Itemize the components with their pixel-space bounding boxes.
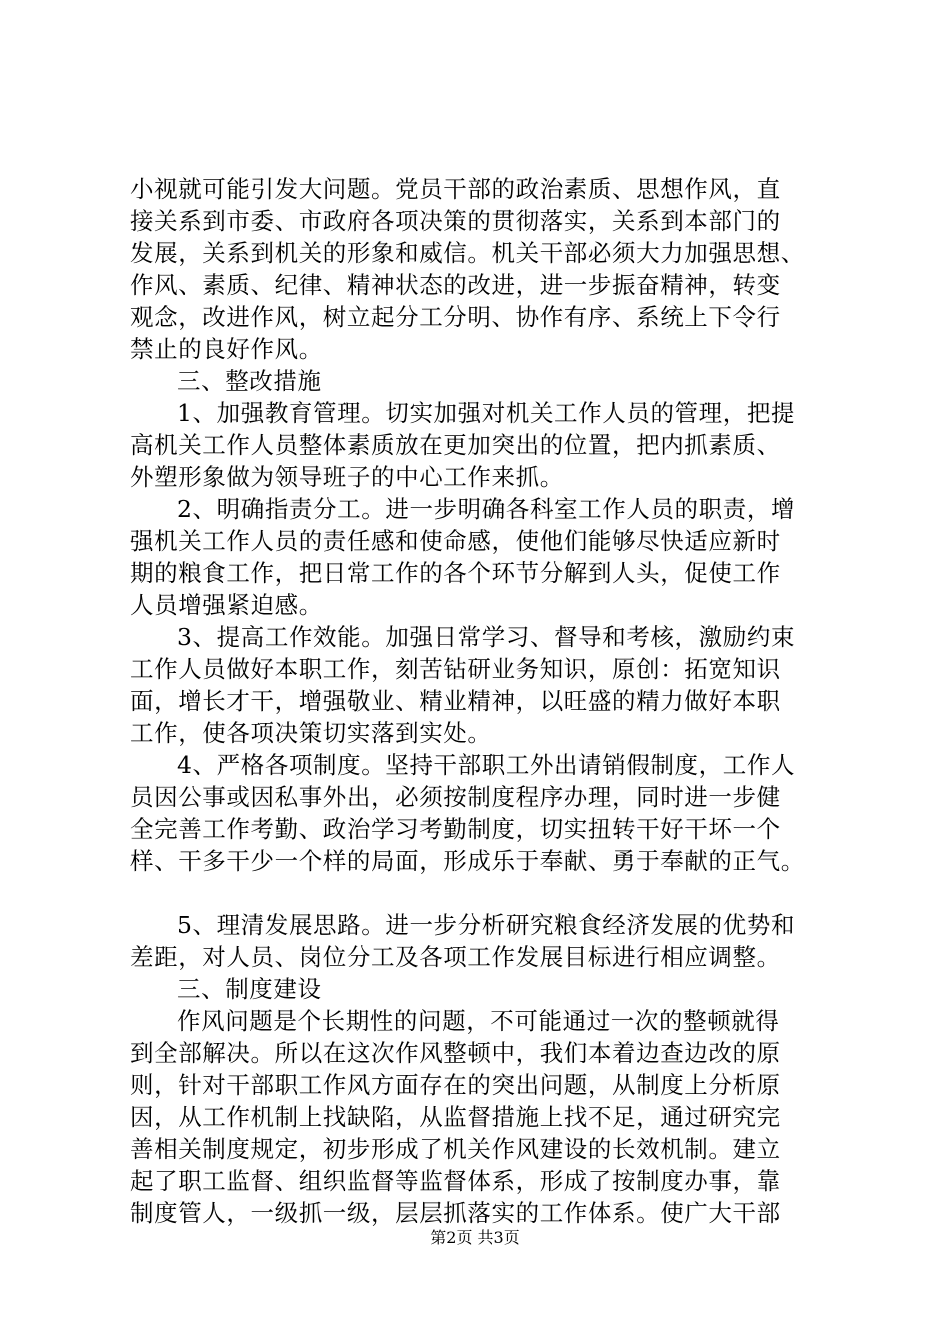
text-line: 人员增强紧迫感。 [130, 591, 323, 619]
page-number-footer: 第2页 共3页 [430, 1228, 520, 1247]
text-line: 工作人员做好本职工作，刻苦钻研业务知识，原创：拓宽知识 [130, 655, 781, 683]
section-heading: 三、整改措施 [177, 367, 322, 395]
text-line: 强机关工作人员的责任感和使命感，使他们能够尽快适应新时 [130, 527, 781, 555]
text-line: 期的粮食工作，把日常工作的各个环节分解到人头，促使工作 [130, 559, 781, 587]
text-line: 制度管人，一级抓一级，层层抓落实的工作体系。使广大干部 [130, 1199, 781, 1227]
text-line: 善相关制度规定，初步形成了机关作风建设的长效机制。建立 [130, 1135, 781, 1163]
section-heading: 三、制度建设 [177, 975, 322, 1003]
text-line: 到全部解决。所以在这次作风整顿中，我们本着边查边改的原 [130, 1039, 781, 1067]
text-line: 2、明确指责分工。进一步明确各科室工作人员的职责，增 [177, 495, 796, 523]
text-line: 高机关工作人员整体素质放在更加突出的位置，把内抓素质、 [130, 431, 781, 459]
text-line: 5、理清发展思路。进一步分析研究粮食经济发展的优势和 [177, 911, 796, 939]
document-body [130, 173, 835, 1229]
text-line: 观念，改进作风，树立起分工分明、协作有序、系统上下令行 [130, 303, 781, 331]
text-line: 1、加强教育管理。切实加强对机关工作人员的管理，把提 [177, 399, 796, 427]
text-line: 作风、素质、纪律、精神状态的改进，进一步振奋精神，转变 [130, 271, 781, 299]
text-line: 3、提高工作效能。加强日常学习、督导和考核，激励约束 [177, 623, 796, 651]
text-line: 作风问题是个长期性的问题，不可能通过一次的整顿就得 [177, 1007, 780, 1035]
text-line: 发展，关系到机关的形象和威信。机关干部必须大力加强思想、 [130, 239, 805, 267]
text-line: 员因公事或因私事外出，必须按制度程序办理，同时进一步健 [130, 783, 781, 811]
text-line: 全完善工作考勤、政治学习考勤制度，切实扭转干好干坏一个 [130, 815, 781, 843]
text-line: 差距，对人员、岗位分工及各项工作发展目标进行相应调整。 [130, 943, 781, 971]
text-line: 起了职工监督、组织监督等监督体系，形成了按制度办事，靠 [130, 1167, 781, 1195]
text-line: 因，从工作机制上找缺陷，从监督措施上找不足，通过研究完 [130, 1103, 781, 1131]
text-line: 小视就可能引发大问题。党员干部的政治素质、思想作风，直 [130, 175, 781, 203]
blank-line [130, 877, 835, 909]
text-line: 外塑形象做为领导班子的中心工作来抓。 [130, 463, 564, 491]
text-line: 则，针对干部职工作风方面存在的突出问题，从制度上分析原 [130, 1071, 781, 1099]
text-line: 面，增长才干，增强敬业、精业精神，以旺盛的精力做好本职 [130, 687, 781, 715]
text-line: 样、干多干少一个样的局面，形成乐于奉献、勇于奉献的正气。 [130, 847, 805, 875]
text-line: 禁止的良好作风。 [130, 335, 323, 363]
text-line: 4、严格各项制度。坚持干部职工外出请销假制度，工作人 [177, 751, 796, 779]
text-line: 工作，使各项决策切实落到实处。 [130, 719, 492, 747]
text-line: 接关系到市委、市政府各项决策的贯彻落实，关系到本部门的 [130, 207, 781, 235]
